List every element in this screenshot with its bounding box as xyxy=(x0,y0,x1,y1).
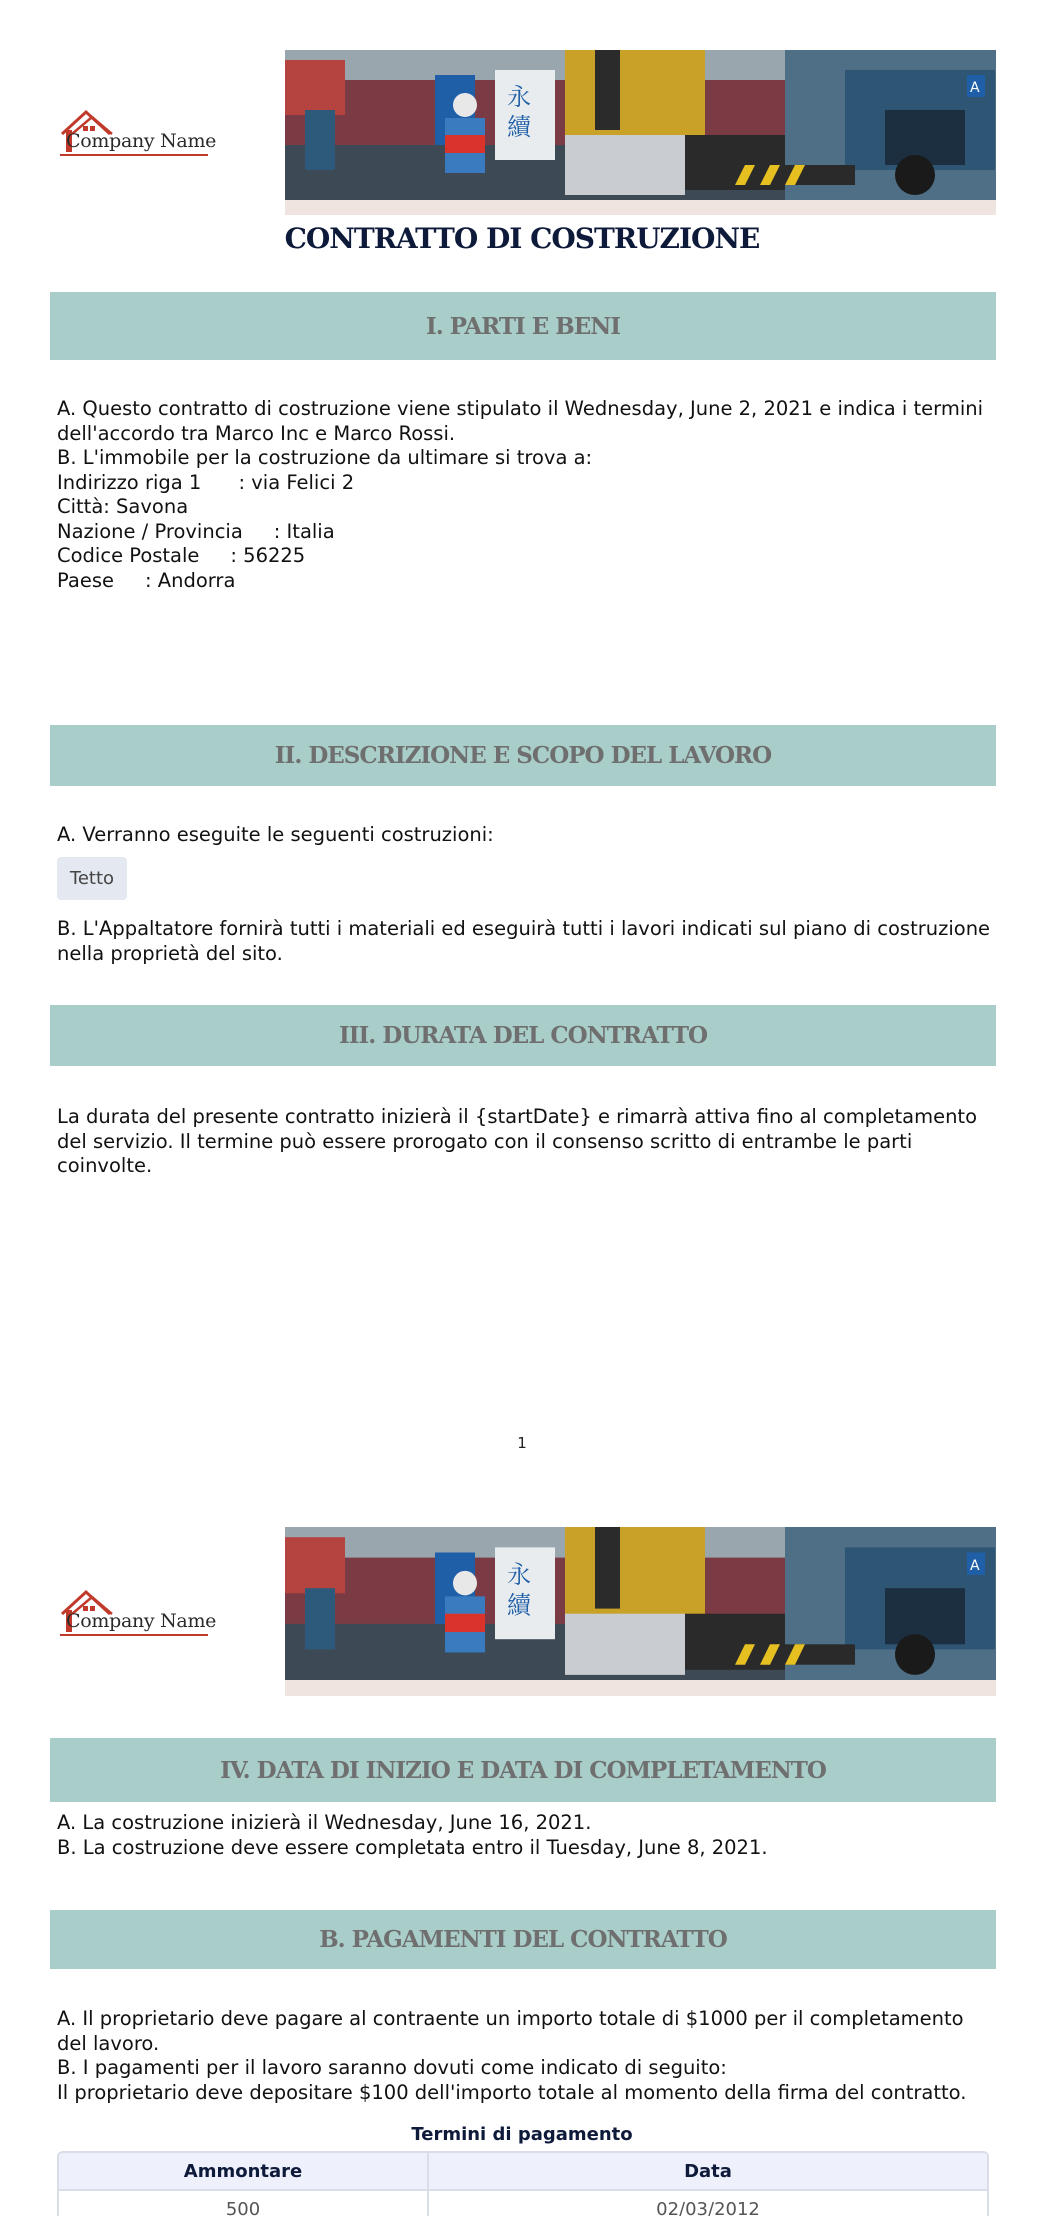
section-heading-text: IV. DATA DI INIZIO E DATA DI COMPLETAMENTO xyxy=(220,1756,826,1784)
completion-date-line: B. La costruzione deve essere completata entro il Tuesday, June 8, 2021. xyxy=(57,1835,768,1859)
property-line: B. L'immobile per la costruzione da ultimare si trova a: xyxy=(57,446,593,469)
section-heading-descrizione xyxy=(50,725,996,786)
address-city: Città: Savona xyxy=(57,495,189,518)
contractor-obligation: B. L'Appaltatore fornirà tutti i materiali ed eseguirà tutti i lavori indicati sul piano di costruzione nella proprietà del sito. xyxy=(57,917,991,965)
date-cell: 02/03/2012 xyxy=(429,2191,987,2216)
construction-site-illustration xyxy=(285,1527,996,1680)
logo-underline xyxy=(60,1634,208,1636)
page-number: 1 xyxy=(517,1434,527,1452)
svg-text:A: A xyxy=(970,80,980,96)
section-heading-text: III. DURATA DEL CONTRATTO xyxy=(339,1022,707,1049)
section-descrizione-line-b xyxy=(57,917,997,966)
amount-cell: 500 xyxy=(59,2191,429,2216)
banner-strip xyxy=(285,200,996,215)
deposit-line: Il proprietario deve depositare $100 dell'importo totale al momento della firma del contratto. xyxy=(57,2080,967,2104)
address-line-1: Indirizzo riga 1 : via Felici 2 xyxy=(57,470,355,494)
section-durata-body xyxy=(57,1105,997,1179)
address-country: Paese : Andorra xyxy=(57,568,236,592)
section-heading-text: I. PARTI E BENI xyxy=(425,312,621,340)
duration-text: La durata del presente contratto inizierà il {startDate} e rimarrà attiva fino al completamento del servizio. Il termine può essere prorogato con il consenso scritto di entrambe le parti coinvolte. xyxy=(57,1105,978,1177)
section-heading-data-inizio xyxy=(50,1738,996,1802)
payment-table-title: Termini di pagamento xyxy=(411,2124,633,2145)
company-logo xyxy=(58,108,217,158)
section-parti-e-beni-body xyxy=(57,397,997,593)
section-data-inizio-body xyxy=(57,1811,997,1860)
section-heading-parti-e-beni xyxy=(50,292,996,360)
svg-text:續: 續 xyxy=(507,113,531,141)
section-heading-durata xyxy=(50,1005,996,1066)
table-row xyxy=(59,2191,987,2216)
logo-underline xyxy=(60,154,208,156)
construction-type-chip: Tetto xyxy=(57,857,127,900)
address-province: Nazione / Provincia : Italia xyxy=(57,519,335,543)
parties-line: A. Questo contratto di costruzione viene stipulato il Wednesday, June 2, 2021 e indica i termini dell'accordo tra Marco Inc e Marco Rossi. xyxy=(57,397,984,445)
section-heading-text: II. DESCRIZIONE E SCOPO DEL LAVORO xyxy=(274,742,772,769)
total-amount-line: A. Il proprietario deve pagare al contraente un importo totale di $1000 per il completamento del lavoro. xyxy=(57,2007,964,2055)
svg-text:永: 永 xyxy=(507,83,531,111)
svg-text:續: 續 xyxy=(507,1590,531,1620)
banner-strip xyxy=(285,1680,996,1696)
company-name: Company Name xyxy=(66,130,217,152)
column-header-amount: Ammontare xyxy=(59,2153,429,2191)
address-postal-code: Codice Postale : 56225 xyxy=(57,544,306,567)
svg-text:永: 永 xyxy=(507,1559,531,1590)
svg-text:A: A xyxy=(970,1557,980,1574)
company-logo xyxy=(58,1588,217,1638)
column-header-date: Data xyxy=(429,2153,987,2191)
table-header-row xyxy=(59,2153,987,2191)
document-title: CONTRATTO DI COSTRUZIONE xyxy=(284,222,760,255)
section-heading-pagamenti xyxy=(50,1910,996,1969)
section-descrizione-line-a xyxy=(57,823,997,848)
section-pagamenti-body xyxy=(57,2007,997,2105)
payment-terms-table xyxy=(57,2151,989,2216)
start-date-line: A. La costruzione inizierà il Wednesday, June 16, 2021. xyxy=(57,1811,592,1834)
construction-banner-image xyxy=(285,50,996,200)
construction-list-intro: A. Verranno eseguite le seguenti costruzioni: xyxy=(57,823,494,846)
company-name: Company Name xyxy=(66,1610,217,1632)
construction-site-illustration xyxy=(285,50,996,200)
payment-schedule-intro: B. I pagamenti per il lavoro saranno dovuti come indicato di seguito: xyxy=(57,2056,727,2079)
section-heading-text: B. PAGAMENTI DEL CONTRATTO xyxy=(319,1926,727,1953)
construction-banner-image xyxy=(285,1527,996,1680)
